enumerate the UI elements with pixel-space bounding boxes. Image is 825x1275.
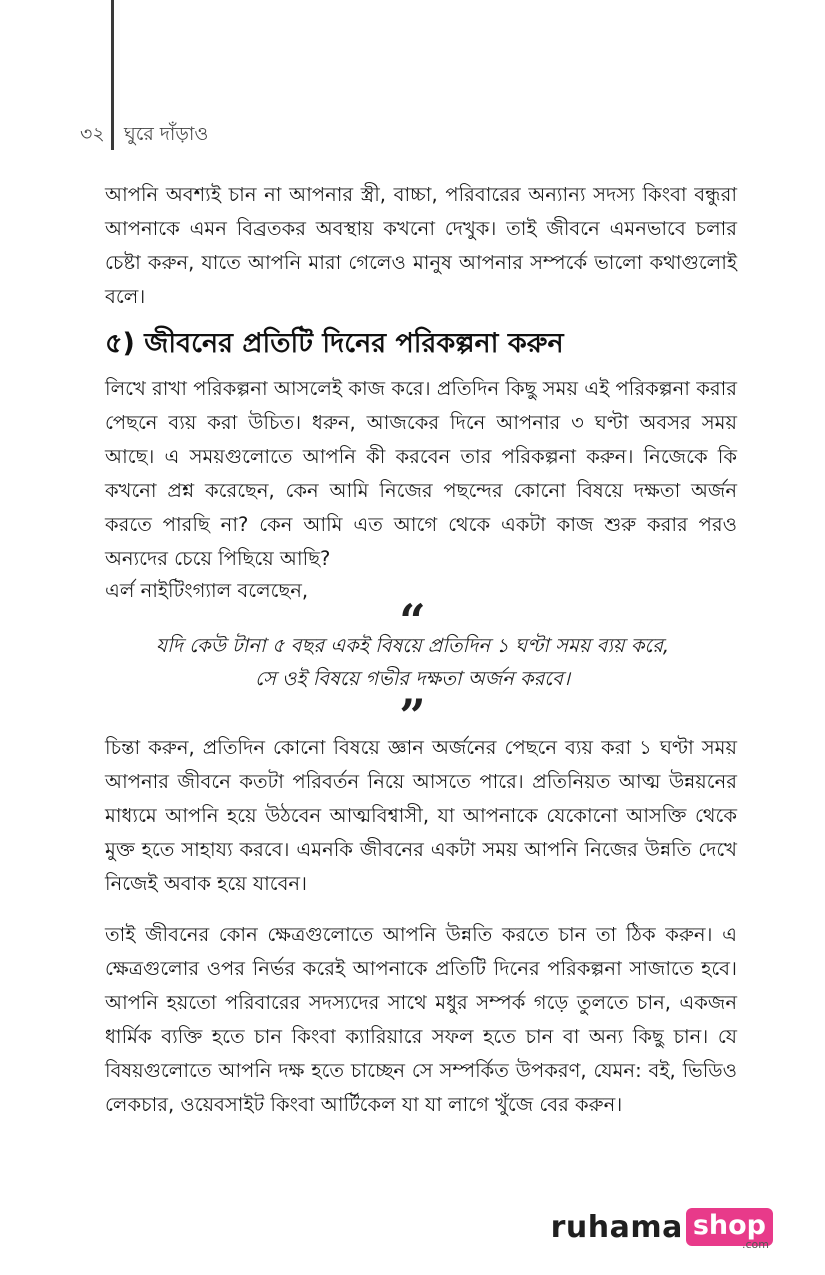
body-paragraph-3: তাই জীবনের কোন ক্ষেত্রগুলোতে আপনি উন্নতি করতে চান তা ঠিক করুন। এ ক্ষেত্রগুলোর ওপর নির্ভর করেই আপনাকে প্রতিটি দিনের পরিকল্পনা সাজাতে হবে। আপনি হয়তো পরিবারের সদস্যদের সাথে মধুর সম্পর্ক গড়ে তুলতে চান, একজন ধার্মিক ব্যক্তি হতে চান কিংবা ক্যারিয়ারে সফল হতে চান বা অন্য কিছু চান। যে বিষয়গুলোতে আপনি দক্ষ হতে চাচ্ছেন সে সম্পর্কিত উপকরণ, যেমন: বই, ভিডিও লেকচার, ওয়েবসাইট কিংবা আর্টিকেল যা যা লাগে খুঁজে বের করুন।: [105, 923, 737, 1116]
section-heading: ৫) জীবনের প্রতিটি দিনের পরিকল্পনা করুন: [105, 328, 564, 359]
page-number: ৩২: [80, 123, 105, 145]
logo-shop-text: shop: [692, 1210, 766, 1241]
logo-wordmark: ruhama: [550, 1209, 683, 1245]
logo-shop-badge: [686, 1208, 773, 1251]
ruhamashop-logo: [550, 1208, 773, 1251]
quote-attribution: এর্ল নাইটিংগ্যাল বলেছেন,: [105, 579, 309, 602]
quote-line-2: সে ওই বিষয়ে গভীর দক্ষতা অর্জন করবে।: [255, 667, 570, 690]
intro-paragraph: আপনি অবশ্যই চান না আপনার স্ত্রী, বাচ্চা, পরিবারের অন্যান্য সদস্য কিংবা বন্ধুরা আপনাকে এমন বিব্রতকর অবস্থায় কখনো দেখুক। তাই জীবনে এমনভাবে চলার চেষ্টা করুন, যাতে আপনি মারা গেলেও মানুষ আপনার সম্পর্কে ভালো কথাগুলোই বলে।: [105, 183, 737, 308]
quote-line-1: যদি কেউ টানা ৫ বছর একই বিষয়ে প্রতিদিন ১ ঘণ্টা সময় ব্যয় করে,: [155, 634, 670, 657]
body-paragraph-2: চিন্তা করুন, প্রতিদিন কোনো বিষয়ে জ্ঞান অর্জনের পেছনে ব্যয় করা ১ ঘণ্টা সময় আপনার জীবনে কতটা পরিবর্তন নিয়ে আসতে পারে। প্রতিনিয়ত আত্ম উন্নয়নের মাধ্যমে আপনি হয়ে উঠবেন আত্মবিশ্বাসী, যা আপনাকে যেকোনো আসক্তি থেকে মুক্ত হতে সাহায্য করবে। এমনকি জীবনের একটা সময় আপনি নিজের উন্নতি দেখে নিজেই অবাক হয়ে যাবেন।: [105, 736, 737, 895]
close-quote-mark: ”: [399, 689, 426, 743]
logo-domain-suffix: .com: [742, 1238, 769, 1251]
running-title: ঘুরে দাঁড়াও: [124, 123, 209, 145]
header-divider-line: [111, 0, 114, 150]
body-paragraph-1: লিখে রাখা পরিকল্পনা আসলেই কাজ করে। প্রতিদিন কিছু সময় এই পরিকল্পনা করার পেছনে ব্যয় করা উচিত। ধরুন, আজকের দিনে আপনার ৩ ঘণ্টা অবসর সময় আছে। এ সময়গুলোতে আপনি কী করবেন তার পরিকল্পনা করুন। নিজেকে কি কখনো প্রশ্ন করেছেন, কেন আমি নিজের পছন্দের কোনো বিষয়ে দক্ষতা অর্জন করতে পারছি না? কেন আমি এত আগে থেকে একটা কাজ শুরু করার পরও অন্যদের চেয়ে পিছিয়ে আছি?: [105, 377, 737, 570]
open-quote-mark: “: [399, 594, 426, 648]
